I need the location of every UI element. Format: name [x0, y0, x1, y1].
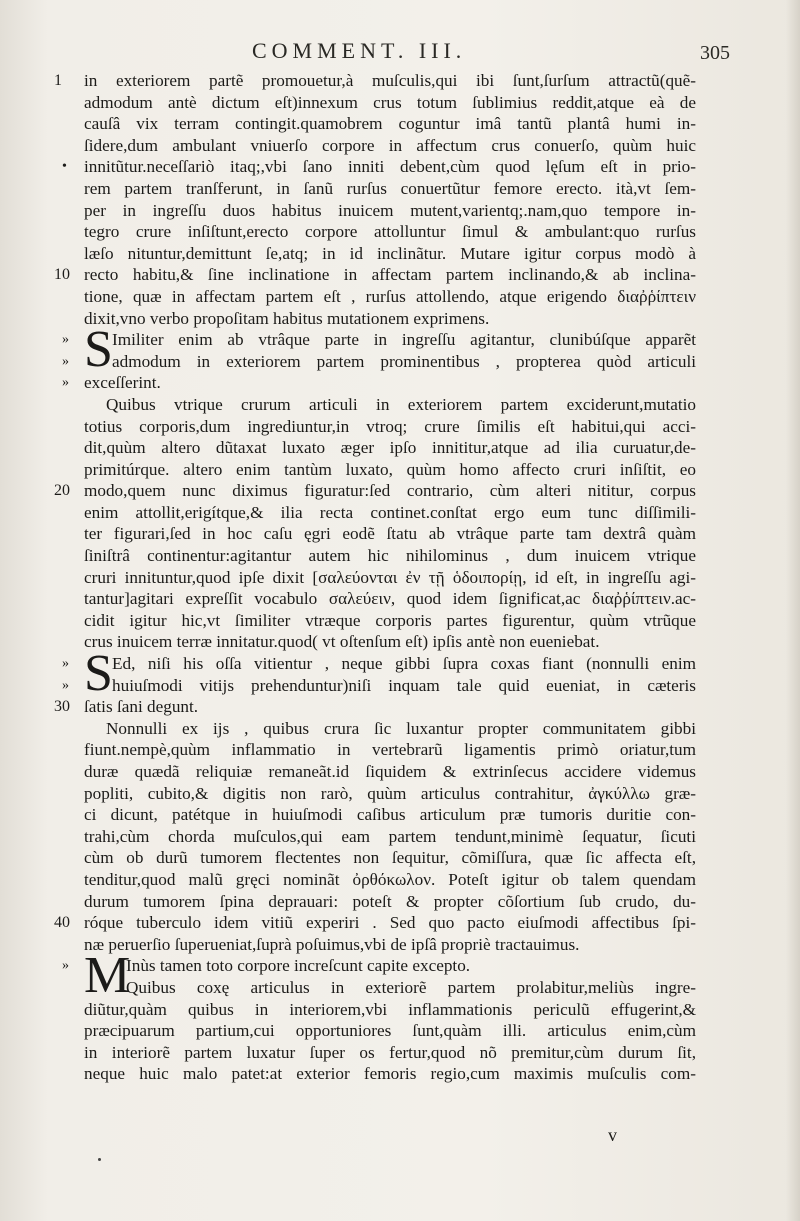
text-line: primitúrque. altero enim tantùm luxato, quùm homo affecto cruri inſiſtit, eo — [84, 459, 696, 479]
text-line: ci dicunt, patétque in huiuſmodi caſibus articulum præ tumoris duritie con- — [84, 805, 696, 825]
margin-dot: • — [62, 159, 67, 175]
text-line: cùm ob durũ tumorem flectentes non ſequitur, cõmiſſura, quæ ſic affecta eſt, — [84, 848, 696, 868]
text-line: » admodum in exteriorem partem prominentibus , propterea quòd articuli — [62, 351, 696, 371]
quote-mark: » — [62, 677, 69, 693]
text-line: diũtur,quàm quibus in interiorem,vbi inflammationis periculũ effugerint,& — [84, 999, 696, 1019]
text-line: ſidere,dum ambulant vniuerſo corpore in affectum crus conuerſo, quùm huic — [84, 135, 696, 155]
text-line: Quibus coxę articulus in exteriorẽ partem prolabitur,meliùs ingre- — [126, 977, 696, 997]
ink-speck — [98, 1158, 101, 1161]
text-line: in interiorẽ partem luxatur ſuper os fertur,quod nõ premitur,cùm durum ſit, — [84, 1042, 696, 1062]
text-line: totius corporis,dum ingrediuntur,in vtroq; crure ſimilis eſt habitui,qui acci- — [84, 416, 696, 436]
text-line: ſiniſtrâ continentur:agitantur autem hic nihilominus , dum inuicem vtrique — [84, 546, 696, 566]
line-number: 1 — [54, 72, 62, 89]
text-line: » S Ed, niſi his oſſa vitientur , neque gibbi ſupra coxas fiant (nonnulli enim — [62, 645, 696, 703]
text-line: Quibus vtrique crurum articuli in exteriorem partem exciderunt,mutatio — [106, 394, 696, 414]
text-line: » huiuſmodi vitijs prehenduntur)niſi inquam tale quid eueniat, in cæteris — [62, 675, 696, 695]
drop-cap: S — [84, 321, 113, 379]
text-line: tegro crure inſiſtunt,erecto corpore attolluntur ſimul & ambulant:quo rurſus — [84, 222, 696, 242]
text-line: Nonnulli ex ijs , quibus crura ſic luxantur propter communitatem gibbi — [106, 718, 696, 738]
text-line: » M Inùs tamen toto corpore increſcunt capite excepto. — [62, 947, 471, 1005]
text-line: 40 róque tuberculo idem vitiũ experiri . Sed quo pacto eiuſmodi affectibus ſpi- — [54, 913, 696, 933]
text-line: 20 modo,quem nunc diximus figuratur:ſed contrario, cùm alteri nititur, corpus — [54, 481, 696, 501]
text-line: tenditur,quod malũ gręci nominãt ὀρθόκωλον. Poteſt igitur ob talem quendam — [84, 869, 696, 889]
text-line: næ peruerſio ſuperueniat,ſuprà poſuimus,vbi de ipſâ propriè tractauimus. — [84, 934, 580, 954]
text-line: tantur]agitari expreſſit vocabulo σαλεύειν, quod idem ſignificat,ac διαῤῥίπτειν.ac- — [84, 589, 696, 609]
text-line: præcipuarum partium,cui opportuniores ſunt,quàm illi. articulus enim,cùm — [84, 1021, 696, 1041]
text-line: fiunt.nempè,quùm inflammatio in vertebrarũ ligamentis primò oriatur,tum — [84, 740, 696, 760]
text-line: cruri innituntur,quod ipſe dixit [σαλεύονται ἐν τῇ ὁδοιπορίῃ, id eſt, in ingreſſu agi- — [84, 567, 696, 587]
text-line: 1 in exteriorem partẽ promouetur,à muſculis,qui ibi ſunt,ſurſum attractũ(quẽ- — [54, 71, 696, 90]
line-number: 40 — [54, 914, 70, 932]
text-line: dixit,vno verbo propoſitam habitus mutationem exprimens. — [84, 308, 490, 328]
text-line: popliti, cubito,& digitis non rarò, quùm articulus contrahitur, ἀγκύλλω græ- — [84, 783, 696, 803]
text-line: trahi,cùm chorda muſculos,qui eam partem tendunt,minimè ſequatur, ſicuti — [84, 826, 696, 846]
text-line: enim attollit,erigítque,& ilia recta continet.conſtat ergo eum tunc diſſimili- — [84, 502, 696, 522]
text-line: tione, quæ in affectam partem eſt , rurſus attollendo, atque erigendo διαῤῥίπτειν — [84, 286, 696, 306]
text-line: neque huic malo patet:at exterior femoris regio,cum maximis muſculis com- — [84, 1064, 696, 1084]
page-header — [0, 38, 800, 68]
text-line: cauſâ vix terram contingit.quamobrem coguntur imâ tantũ plantâ humi in- — [84, 114, 696, 134]
text-line: 30 ſatis ſani degunt. — [54, 697, 199, 717]
quote-mark: » — [62, 958, 69, 974]
quote-mark: » — [62, 656, 69, 672]
text-line: læſo nituntur,demittunt ſe,atq; in id inclinãtur. Mutare igitur corpus modò à — [84, 243, 696, 263]
page-number: 305 — [700, 42, 730, 64]
running-head: COMMENT. III. — [252, 38, 467, 63]
quote-mark: » — [62, 375, 69, 391]
text-body — [54, 70, 696, 1085]
text-line: crus inuicem terræ innitatur.quod( vt oſtenſum eſt) ipſis antè non eueniebat. — [84, 632, 600, 652]
line-number: 10 — [54, 266, 70, 284]
text-line: » exceſſerint. — [62, 373, 161, 393]
drop-cap: S — [84, 645, 113, 703]
drop-cap: M — [84, 947, 131, 1005]
text-line: rem partem tranſferunt, in ſanũ rurſus conuertũtur femore erecto. ità,vt ſem- — [84, 178, 696, 198]
text-line: ter figurari,ſed in hoc caſu ęgri eodẽ ſtatu ab vtrâque parte tam dextrâ quàm — [84, 524, 696, 544]
page-edge-shadow — [786, 0, 800, 1221]
text-line: » S Imiliter enim ab vtrâque parte in ingreſſu agitantur, clunibúſque apparẽt — [62, 321, 696, 379]
text-line: cidit igitur hic,vt ſimiliter vtræque corporis partes figurentur, quùm vtrũque — [84, 610, 696, 630]
text-line: duræ quædã reliquiæ remaneãt.id ſiquidem & extrinſecus accidere videmus — [84, 762, 696, 781]
text-line: durum tumorem ſpina deprauari: poteſt & propter cõſortium ſub crudo, du- — [84, 891, 696, 911]
catchword: v — [608, 1125, 617, 1145]
text-line: admodum antè dictum eſt)innexum crus totum ſublimius reddit,atque eà de — [84, 92, 696, 112]
text-line: 10 recto habitu,& ſine inclinatione in affectam partem inclinando,& ab inclina- — [54, 265, 696, 285]
line-number: 20 — [54, 482, 70, 500]
text-line: per in ingreſſu duos habitus inuicem mutent,varientq;.nam,quo tempore in- — [84, 200, 696, 220]
quote-mark: » — [62, 332, 69, 348]
quote-mark: » — [62, 353, 69, 369]
line-number: 30 — [54, 698, 70, 716]
text-line: • innitũtur.neceſſariò itaq;,vbi ſano inniti debent,cùm quod lęſum eſt in prio- — [62, 157, 696, 177]
text-line: dit,quùm altero dũtaxat luxato æger ipſo innititur,atque ad ilia curuatur,de- — [84, 438, 696, 458]
